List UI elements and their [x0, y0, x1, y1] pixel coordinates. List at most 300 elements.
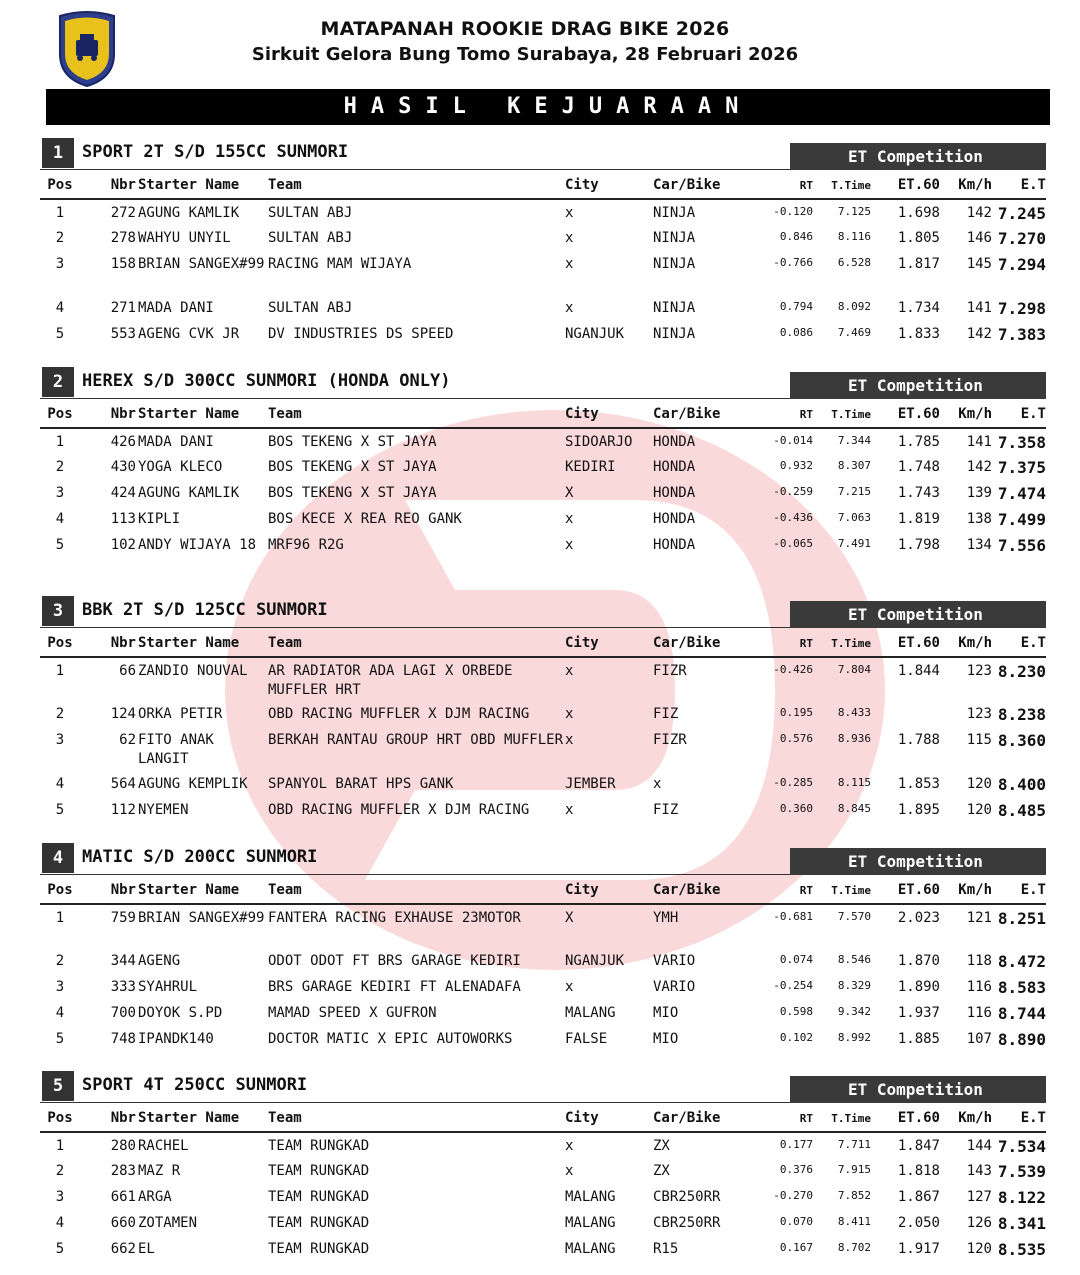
class-title: SPORT 4T 250CC SUNMORI	[82, 1075, 308, 1095]
cell-nbr: 759	[110, 910, 136, 926]
cell-nbr: 124	[110, 706, 136, 722]
cell-name: ARGA	[138, 1189, 172, 1205]
column-header-name: Starter Name	[138, 630, 268, 657]
cell-kmh: 116	[966, 1005, 992, 1021]
cell-et: 7.270	[997, 229, 1046, 248]
race-class-section	[40, 843, 1046, 1052]
cell-rt: 0.086	[779, 326, 813, 339]
cell-bike: HONDA	[653, 459, 696, 475]
cell-pos: 4	[55, 1005, 65, 1021]
cell-et: 7.539	[997, 1162, 1046, 1181]
cell-rt: 0.070	[779, 1215, 813, 1228]
table-row	[40, 321, 1046, 347]
cell-team: ODOT ODOT FT BRS GARAGE KEDIRI	[268, 953, 521, 969]
cell-team: BOS TEKENG X ST JAYA	[268, 459, 437, 475]
cell-pos: 1	[55, 434, 65, 450]
cell-name: DOYOK S.PD	[138, 1005, 223, 1021]
cell-rt: -0.270	[773, 1189, 813, 1202]
cell-ttime: 8.433	[837, 706, 871, 719]
cell-ttime: 8.845	[837, 802, 871, 815]
cell-team: MAMAD SPEED X GUFRON	[268, 1005, 437, 1021]
cell-name: MADA DANI	[138, 300, 214, 316]
cell-bike: VARIO	[653, 953, 696, 969]
column-header-name: Starter Name	[138, 172, 268, 199]
cell-pos: 1	[55, 910, 65, 926]
cell-ttime: 7.570	[837, 910, 871, 923]
cell-nbr: 344	[110, 953, 136, 969]
cell-et60: 1.743	[897, 485, 940, 501]
cell-rt: 0.195	[779, 706, 813, 719]
cell-bike: NINJA	[653, 326, 696, 342]
cell-name: BRIAN SANGEX#99	[138, 910, 265, 926]
cell-et: 7.294	[997, 255, 1046, 274]
cell-bike: CBR250RR	[653, 1215, 721, 1231]
table-row	[40, 428, 1046, 454]
cell-et: 8.122	[997, 1188, 1046, 1207]
cell-et: 7.556	[997, 536, 1046, 555]
cell-city: JEMBER	[565, 776, 616, 792]
cell-name: ZANDIO NOUVAL	[138, 663, 248, 679]
cell-team: BOS TEKENG X ST JAYA	[268, 434, 437, 450]
cell-et60: 1.890	[897, 979, 940, 995]
cell-nbr: 278	[110, 230, 136, 246]
cell-kmh: 118	[966, 953, 992, 969]
cell-et60: 1.798	[897, 537, 940, 553]
cell-pos: 3	[55, 485, 65, 501]
cell-team: BERKAH RANTAU GROUP HRT OBD MUFFLER	[268, 732, 564, 748]
cell-name: IPANDK140	[138, 1031, 214, 1047]
race-class-section	[40, 1071, 1046, 1262]
cell-nbr: 748	[110, 1031, 136, 1047]
cell-city: x	[565, 1138, 574, 1154]
cell-kmh: 123	[966, 706, 992, 722]
cell-bike: YMH	[653, 910, 679, 926]
column-header-bike: Car/Bike	[653, 401, 757, 428]
cell-name: SYAHRUL	[138, 979, 198, 995]
cell-kmh: 141	[966, 434, 992, 450]
table-row	[40, 974, 1046, 1000]
column-header-name: Starter Name	[138, 1105, 268, 1132]
cell-bike: NINJA	[653, 256, 696, 272]
column-header-et: E.T	[992, 401, 1046, 428]
cell-city: X	[565, 485, 574, 501]
cell-name: AGENG	[138, 953, 181, 969]
cell-ttime: 8.329	[837, 979, 871, 992]
cell-kmh: 123	[966, 663, 992, 679]
column-header-bike: Car/Bike	[653, 877, 757, 904]
cell-team: SPANYOL BARAT HPS GANK	[268, 776, 454, 792]
cell-pos: 5	[55, 537, 65, 553]
cell-et60: 1.819	[897, 511, 940, 527]
table-header-row	[40, 1105, 1046, 1132]
cell-nbr: 662	[110, 1241, 136, 1257]
column-header-pos: Pos	[40, 172, 80, 199]
cell-bike: x	[653, 776, 662, 792]
cell-city: MALANG	[565, 1189, 616, 1205]
cell-rt: 0.846	[779, 230, 813, 243]
cell-et: 8.472	[997, 952, 1046, 971]
cell-ttime: 9.342	[837, 1005, 871, 1018]
cell-pos: 2	[55, 1163, 65, 1179]
column-header-et: E.T	[992, 877, 1046, 904]
cell-pos: 4	[55, 776, 65, 792]
results-table	[40, 877, 1046, 1052]
cell-city: x	[565, 230, 574, 246]
cell-et60: 1.817	[897, 256, 940, 272]
cell-kmh: 121	[966, 910, 992, 926]
cell-nbr: 158	[110, 256, 136, 272]
results-table	[40, 172, 1046, 347]
cell-team: OBD RACING MUFFLER X DJM RACING	[268, 706, 530, 722]
class-number: 5	[42, 1071, 74, 1101]
cell-nbr: 62	[119, 732, 136, 748]
cell-team: SULTAN ABJ	[268, 300, 353, 316]
table-row	[40, 532, 1046, 576]
cell-ttime: 7.804	[837, 663, 871, 676]
cell-pos: 3	[55, 979, 65, 995]
cell-bike: ZX	[653, 1138, 670, 1154]
cell-bike: MIO	[653, 1031, 679, 1047]
cell-pos: 5	[55, 326, 65, 342]
cell-kmh: 139	[966, 485, 992, 501]
cell-team: FANTERA RACING EXHAUSE 23MOTOR	[268, 910, 521, 926]
cell-et60: 1.895	[897, 802, 940, 818]
column-header-city: City	[565, 172, 653, 199]
cell-et60: 1.870	[897, 953, 940, 969]
cell-pos: 4	[55, 1215, 65, 1231]
cell-rt: -0.014	[773, 434, 813, 447]
cell-city: SIDOARJO	[565, 434, 633, 450]
cell-bike: HONDA	[653, 434, 696, 450]
cell-name: WAHYU UNYIL	[138, 230, 231, 246]
race-class-section	[40, 596, 1046, 823]
table-row	[40, 1026, 1046, 1052]
table-row	[40, 454, 1046, 480]
cell-et: 8.400	[997, 775, 1046, 794]
cell-et: 7.534	[997, 1137, 1046, 1156]
column-header-city: City	[565, 401, 653, 428]
cell-nbr: 660	[110, 1215, 136, 1231]
cell-rt: 0.177	[779, 1138, 813, 1151]
table-header-row	[40, 630, 1046, 657]
cell-et60: 1.748	[897, 459, 940, 475]
cell-rt: 0.074	[779, 953, 813, 966]
class-title: HEREX S/D 300CC SUNMORI (HONDA ONLY)	[82, 371, 451, 391]
cell-name: KIPLI	[138, 511, 181, 527]
column-header-bike: Car/Bike	[653, 630, 757, 657]
cell-et60: 1.788	[897, 732, 940, 748]
cell-rt: -0.259	[773, 485, 813, 498]
column-header-kmh: Km/h	[940, 1105, 992, 1132]
column-header-pos: Pos	[40, 877, 80, 904]
cell-rt: -0.426	[773, 663, 813, 676]
column-header-bike: Car/Bike	[653, 172, 757, 199]
cell-bike: R15	[653, 1241, 679, 1257]
table-row	[40, 1132, 1046, 1158]
cell-kmh: 141	[966, 300, 992, 316]
class-number: 1	[42, 138, 74, 168]
cell-rt: -0.681	[773, 910, 813, 923]
cell-pos: 2	[55, 953, 65, 969]
class-title: MATIC S/D 200CC SUNMORI	[82, 847, 318, 867]
cell-rt: 0.376	[779, 1163, 813, 1176]
cell-name: ORKA PETIR	[138, 706, 223, 722]
column-header-ttime: T.Time	[813, 172, 871, 199]
cell-pos: 5	[55, 1031, 65, 1047]
cell-pos: 4	[55, 300, 65, 316]
table-row	[40, 657, 1046, 701]
cell-rt: -0.065	[773, 537, 813, 550]
cell-pos: 1	[55, 1138, 65, 1154]
table-row	[40, 295, 1046, 321]
cell-ttime: 7.215	[837, 485, 871, 498]
cell-city: x	[565, 256, 574, 272]
column-header-et60: ET.60	[871, 401, 940, 428]
cell-team: TEAM RUNGKAD	[268, 1241, 370, 1257]
cell-et60: 1.698	[897, 205, 940, 221]
cell-nbr: 113	[110, 511, 136, 527]
cell-city: x	[565, 300, 574, 316]
column-header-bike: Car/Bike	[653, 1105, 757, 1132]
table-row	[40, 727, 1046, 771]
cell-nbr: 112	[110, 802, 136, 818]
column-header-name: Starter Name	[138, 401, 268, 428]
column-header-pos: Pos	[40, 401, 80, 428]
cell-ttime: 7.852	[837, 1189, 871, 1202]
et-competition-label: ET Competition	[790, 1076, 1046, 1103]
cell-bike: FIZ	[653, 706, 679, 722]
cell-et60: 2.023	[897, 910, 940, 926]
cell-ttime: 8.702	[837, 1241, 871, 1254]
cell-name: AGUNG KAMLIK	[138, 205, 240, 221]
cell-ttime: 8.992	[837, 1031, 871, 1044]
cell-team: MRF96 R2G	[268, 537, 344, 553]
cell-team: TEAM RUNGKAD	[268, 1215, 370, 1231]
column-header-team: Team	[268, 401, 565, 428]
cell-pos: 1	[55, 663, 65, 679]
cell-pos: 5	[55, 1241, 65, 1257]
results-table	[40, 1105, 1046, 1262]
column-header-kmh: Km/h	[940, 630, 992, 657]
cell-nbr: 271	[110, 300, 136, 316]
cell-kmh: 142	[966, 326, 992, 342]
column-header-ttime: T.Time	[813, 1105, 871, 1132]
column-header-ttime: T.Time	[813, 877, 871, 904]
cell-city: X	[565, 910, 574, 926]
cell-bike: FIZ	[653, 802, 679, 818]
cell-name: RACHEL	[138, 1138, 189, 1154]
cell-et: 8.360	[997, 731, 1046, 750]
cell-rt: -0.436	[773, 511, 813, 524]
cell-bike: FIZR	[653, 732, 687, 748]
column-header-nbr: Nbr	[80, 1105, 138, 1132]
table-row	[40, 1236, 1046, 1262]
cell-name: ZOTAMEN	[138, 1215, 198, 1231]
cell-name: MADA DANI	[138, 434, 214, 450]
cell-et: 8.583	[997, 978, 1046, 997]
cell-pos: 3	[55, 1189, 65, 1205]
column-header-et60: ET.60	[871, 172, 940, 199]
cell-city: MALANG	[565, 1215, 616, 1231]
column-header-city: City	[565, 1105, 653, 1132]
table-row	[40, 480, 1046, 506]
cell-bike: HONDA	[653, 537, 696, 553]
cell-bike: HONDA	[653, 511, 696, 527]
cell-et60	[871, 701, 940, 727]
cell-kmh: 146	[966, 230, 992, 246]
section-header	[40, 138, 1046, 172]
cell-ttime: 8.936	[837, 732, 871, 745]
section-header	[40, 843, 1046, 877]
cell-pos: 3	[55, 732, 65, 748]
column-header-kmh: Km/h	[940, 172, 992, 199]
cell-kmh: 126	[966, 1215, 992, 1231]
cell-et: 8.238	[997, 705, 1046, 724]
cell-bike: NINJA	[653, 230, 696, 246]
column-header-kmh: Km/h	[940, 401, 992, 428]
column-header-rt: RT	[757, 1105, 813, 1132]
cell-ttime: 8.115	[837, 776, 871, 789]
cell-nbr: 553	[110, 326, 136, 342]
cell-team: DOCTOR MATIC X EPIC AUTOWORKS	[268, 1031, 513, 1047]
cell-et: 8.230	[997, 662, 1046, 681]
cell-et60: 1.853	[897, 776, 940, 792]
column-header-name: Starter Name	[138, 877, 268, 904]
cell-ttime: 7.125	[837, 205, 871, 218]
cell-et: 7.499	[997, 510, 1046, 529]
cell-et60: 1.818	[897, 1163, 940, 1179]
cell-bike: NINJA	[653, 205, 696, 221]
cell-et60: 1.785	[897, 434, 940, 450]
table-header-row	[40, 877, 1046, 904]
cell-kmh: 138	[966, 511, 992, 527]
cell-team: TEAM RUNGKAD	[268, 1189, 370, 1205]
cell-name: AGUNG KEMPLIK	[138, 776, 248, 792]
column-header-nbr: Nbr	[80, 401, 138, 428]
cell-city: x	[565, 979, 574, 995]
cell-et60: 1.805	[897, 230, 940, 246]
cell-team: BRS GARAGE KEDIRI FT ALENADAFA	[268, 979, 521, 995]
cell-et: 7.358	[997, 433, 1046, 452]
cell-nbr: 333	[110, 979, 136, 995]
cell-kmh: 144	[966, 1138, 992, 1154]
cell-bike: VARIO	[653, 979, 696, 995]
cell-ttime: 7.344	[837, 434, 871, 447]
cell-city: x	[565, 205, 574, 221]
cell-pos: 2	[55, 459, 65, 475]
cell-pos: 1	[55, 205, 65, 221]
column-header-team: Team	[268, 172, 565, 199]
et-competition-label: ET Competition	[790, 143, 1046, 170]
cell-name: ANDY WIJAYA 18	[138, 537, 257, 553]
cell-city: x	[565, 732, 574, 748]
cell-city: MALANG	[565, 1241, 616, 1257]
cell-name: AGENG CVK JR	[138, 326, 240, 342]
cell-rt: -0.254	[773, 979, 813, 992]
column-header-nbr: Nbr	[80, 172, 138, 199]
cell-nbr: 424	[110, 485, 136, 501]
table-header-row	[40, 401, 1046, 428]
cell-bike: HONDA	[653, 485, 696, 501]
cell-team: AR RADIATOR ADA LAGI X ORBEDE MUFFLER HRT	[268, 663, 521, 698]
table-row	[40, 771, 1046, 797]
event-subtitle: Sirkuit Gelora Bung Tomo Surabaya, 28 Februari 2026	[251, 44, 799, 65]
cell-rt: 0.598	[779, 1005, 813, 1018]
race-class-section	[40, 138, 1046, 347]
table-row	[40, 1000, 1046, 1026]
cell-name: FITO ANAK LANGIT	[138, 732, 223, 767]
et-competition-label: ET Competition	[790, 848, 1046, 875]
cell-ttime: 8.307	[837, 459, 871, 472]
cell-rt: -0.285	[773, 776, 813, 789]
cell-city: x	[565, 511, 574, 527]
cell-kmh: 145	[966, 256, 992, 272]
cell-ttime: 8.546	[837, 953, 871, 966]
cell-kmh: 143	[966, 1163, 992, 1179]
column-header-rt: RT	[757, 877, 813, 904]
cell-pos: 3	[55, 256, 65, 272]
cell-et: 8.485	[997, 801, 1046, 820]
column-header-city: City	[565, 877, 653, 904]
column-header-rt: RT	[757, 630, 813, 657]
column-header-nbr: Nbr	[80, 877, 138, 904]
cell-et: 7.383	[997, 325, 1046, 344]
event-title: MATAPANAH ROOKIE DRAG BIKE 2026	[320, 18, 730, 40]
cell-city: FALSE	[565, 1031, 608, 1047]
cell-et: 7.474	[997, 484, 1046, 503]
class-number: 3	[42, 596, 74, 626]
cell-ttime: 7.711	[837, 1138, 871, 1151]
column-header-ttime: T.Time	[813, 630, 871, 657]
cell-et60: 1.734	[897, 300, 940, 316]
cell-kmh: 107	[966, 1031, 992, 1047]
cell-et60: 1.833	[897, 326, 940, 342]
column-header-team: Team	[268, 630, 565, 657]
cell-ttime: 7.491	[837, 537, 871, 550]
cell-name: EL	[138, 1241, 155, 1257]
cell-et60: 1.937	[897, 1005, 940, 1021]
column-header-pos: Pos	[40, 1105, 80, 1132]
cell-et60: 1.844	[897, 663, 940, 679]
cell-et: 8.890	[997, 1030, 1046, 1049]
cell-ttime: 6.528	[837, 256, 871, 269]
cell-kmh: 115	[966, 732, 992, 748]
cell-name: AGUNG KAMLIK	[138, 485, 240, 501]
cell-city: MALANG	[565, 1005, 616, 1021]
column-header-team: Team	[268, 877, 565, 904]
cell-team: DV INDUSTRIES DS SPEED	[268, 326, 454, 342]
cell-rt: 0.576	[779, 732, 813, 745]
cell-ttime: 7.915	[837, 1163, 871, 1176]
cell-name: MAZ R	[138, 1163, 181, 1179]
cell-city: x	[565, 537, 574, 553]
cell-et: 7.245	[997, 204, 1046, 223]
column-header-rt: RT	[757, 401, 813, 428]
cell-ttime: 8.092	[837, 300, 871, 313]
column-header-et60: ET.60	[871, 630, 940, 657]
cell-rt: 0.102	[779, 1031, 813, 1044]
cell-nbr: 700	[110, 1005, 136, 1021]
cell-city: x	[565, 802, 574, 818]
cell-kmh: 134	[966, 537, 992, 553]
cell-et60: 1.847	[897, 1138, 940, 1154]
cell-bike: FIZR	[653, 663, 687, 679]
cell-nbr: 272	[110, 205, 136, 221]
column-header-et60: ET.60	[871, 877, 940, 904]
column-header-et: E.T	[992, 630, 1046, 657]
table-row	[40, 199, 1046, 225]
race-class-section	[40, 367, 1046, 576]
